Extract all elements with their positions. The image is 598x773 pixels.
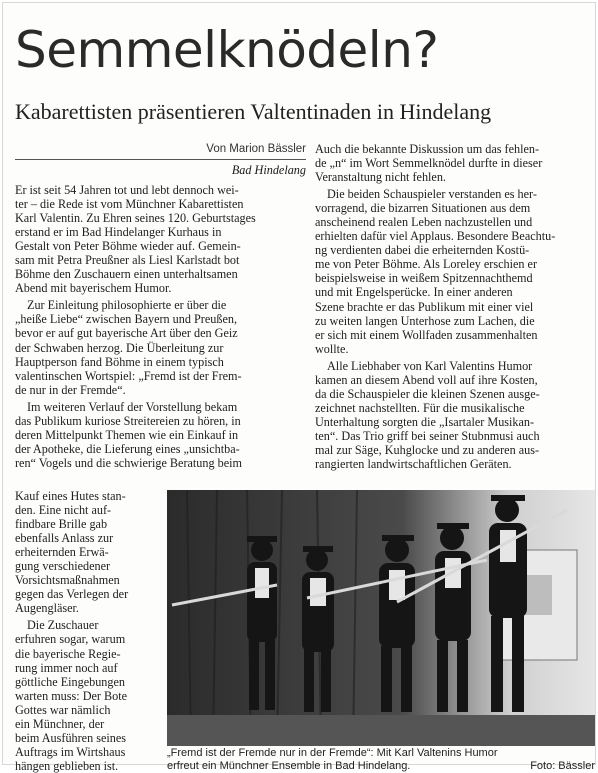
text-line: Vorsichtsmaßnahmen <box>15 573 120 588</box>
text-line: zeichnet nachstellten. Für die musikalische <box>315 400 525 415</box>
text-line: Karl Valentin. Zu Ehren seines 120. Geburtstages <box>15 211 256 226</box>
stage-photo-illustration <box>167 490 595 746</box>
text-line: Szene brachte er das Publikum mit einer viel <box>315 299 534 314</box>
article-column-1 <box>15 183 306 470</box>
text-line: de nur in der Fremde“. <box>15 382 126 397</box>
text-line: de „n“ im Wort Semmelknödel durfte in dieser <box>315 156 543 171</box>
text-line: die bayerische Regie- <box>15 646 121 661</box>
text-line: Gestalt von Peter Böhme wieder auf. Gemein- <box>15 239 241 254</box>
text-line: Hauptperson fand Böhme in einem typisch <box>15 354 224 369</box>
caption-line-1: „Fremd ist der Fremde nur in der Fremde“: Mit Karl Valtenins Humor <box>167 747 498 759</box>
text-line: er sich mit einem Wollfaden zusammenhalten <box>315 327 538 342</box>
paragraph-6 <box>315 187 595 356</box>
text-line: ten“. Das Trio griff bei seiner Stubnmusi auch <box>315 428 540 443</box>
text-line: Die Zuschauer <box>27 618 99 633</box>
text-line: Auftrags im Wirtshaus <box>15 744 126 759</box>
text-line: der Apotheke, die Lieferung eines „unsichtba- <box>15 441 240 456</box>
paragraph-4 <box>15 618 165 773</box>
text-line: Unterhaltung sorgten die „Isartaler Musikan- <box>315 414 535 429</box>
text-line: der Schwaben herzog. Die Überleitung zur <box>15 340 224 355</box>
subheadline: Kabarettisten präsentieren Valtentinaden in Hindelang <box>15 99 492 124</box>
text-line: „heiße Liebe“ zwischen Bayern und Preußen, <box>15 312 237 327</box>
byline: Von Marion Bässler <box>15 142 306 160</box>
article-column-1-narrow <box>15 489 165 773</box>
paragraph-2 <box>15 298 306 396</box>
text-line: beispielsweise in weißem Spitzennachthemd <box>315 271 533 286</box>
text-line: erheiternden Erwä- <box>15 545 109 560</box>
paragraph-1 <box>15 183 306 295</box>
text-line: erstand er im Bad Hindelanger Kurhaus in <box>15 225 222 240</box>
photo-caption <box>167 747 595 773</box>
text-line: bevor er auf gut bayerische Art über den Geiz <box>15 326 238 341</box>
text-line: ng verdienten dabei die erheiternden Kostü- <box>315 243 530 258</box>
text-line: rangierten landwirtschaftlichen Geräten. <box>315 457 512 472</box>
text-line: und mit Engelsperücke. In einer anderen <box>315 285 513 300</box>
text-line: sam mit Petra Preußner als Liesl Karlstadt bot <box>15 253 240 268</box>
text-line: ein Münchner, der <box>15 716 105 731</box>
text-line: kamen an diesem Abend voll auf ihre Kosten, <box>315 372 538 387</box>
text-line: da die Schauspieler die kleinen Szenen ausge- <box>315 386 540 401</box>
paragraph-5 <box>315 142 595 184</box>
text-line: erfuhren sogar, warum <box>15 632 126 647</box>
text-line: das Publikum kuriose Streitereien zu hören, in <box>15 413 241 428</box>
caption-line-2: erfreut ein Münchner Ensemble in Bad Hindelang. <box>167 760 411 772</box>
text-line: Alle Liebhaber von Karl Valentins Humor <box>327 358 533 373</box>
text-line: wollte. <box>315 341 349 356</box>
text-line: anscheinend realen Leben nachzustellen und <box>315 215 533 230</box>
text-line: Veranstaltung nicht fehlen. <box>315 170 446 185</box>
dateline: Bad Hindelang <box>231 163 306 177</box>
text-line: me von Peter Böhme. Als Loreley erschien er <box>315 257 538 272</box>
text-line: Die beiden Schauspieler verstanden es her- <box>327 187 537 202</box>
article-photo <box>167 490 595 746</box>
text-line: Abend mit bayerischem Humor. <box>15 281 172 296</box>
text-line: findbare Brille gab <box>15 517 108 532</box>
article-column-2 <box>315 142 595 471</box>
text-line: Zur Einleitung philosophierte er über die <box>27 298 227 313</box>
paragraph-3 <box>15 400 306 470</box>
text-line: Böhme den Zuschauern einen unterhaltsamen <box>15 267 238 282</box>
text-line: ter – die Rede ist vom Münchner Kabarettisten <box>15 197 244 212</box>
text-line: Im weiteren Verlauf der Vorstellung bekam <box>27 399 238 414</box>
text-line: Er ist seit 54 Jahren tot und lebt dennoch wei- <box>15 183 239 197</box>
text-line: Augengläser. <box>15 601 79 616</box>
text-line: gung verschiedener <box>15 559 111 574</box>
text-line: hängen geblieben ist. <box>15 758 119 773</box>
text-line: ebenfalls Anlass zur <box>15 531 114 546</box>
newspaper-clipping <box>2 2 596 773</box>
text-line: ren“ Vogels und die schwierige Beratung beim <box>15 455 242 470</box>
text-line: valentinschen Wortspiel: „Fremd ist der Frem- <box>15 368 242 383</box>
text-line: zu weiten langen Unterhose zum Lachen, die <box>315 313 535 328</box>
paragraph-7 <box>315 359 595 471</box>
text-line: warten muss: Der Bote <box>15 688 128 703</box>
text-line: gegen das Verlegen der <box>15 587 129 602</box>
text-line: Kauf eines Hutes stan- <box>15 489 126 503</box>
text-line: den. Eine nicht auf- <box>15 503 112 518</box>
paragraph-3-continued <box>15 489 165 615</box>
text-line: göttliche Eingebungen <box>15 674 125 689</box>
text-line: Gottes war nämlich <box>15 702 111 717</box>
text-line: beim Ausführen seines <box>15 730 127 745</box>
headline: Semmelknödeln? <box>15 21 439 79</box>
text-line: vorragend, die bizarren Situationen aus dem <box>315 201 531 216</box>
text-line: deren Mittelpunkt Themen wie ein Einkauf in <box>15 427 239 442</box>
text-line: mal zur Säge, Kuhglocke und zu anderen aus- <box>315 442 540 457</box>
text-line: rung immer noch auf <box>15 660 118 675</box>
text-line: erhielten dafür viel Applaus. Besondere Beachtu- <box>315 229 556 244</box>
text-line: Auch die bekannte Diskussion um das fehlen- <box>315 142 540 156</box>
photo-credit: Foto: Bässler <box>530 760 595 772</box>
